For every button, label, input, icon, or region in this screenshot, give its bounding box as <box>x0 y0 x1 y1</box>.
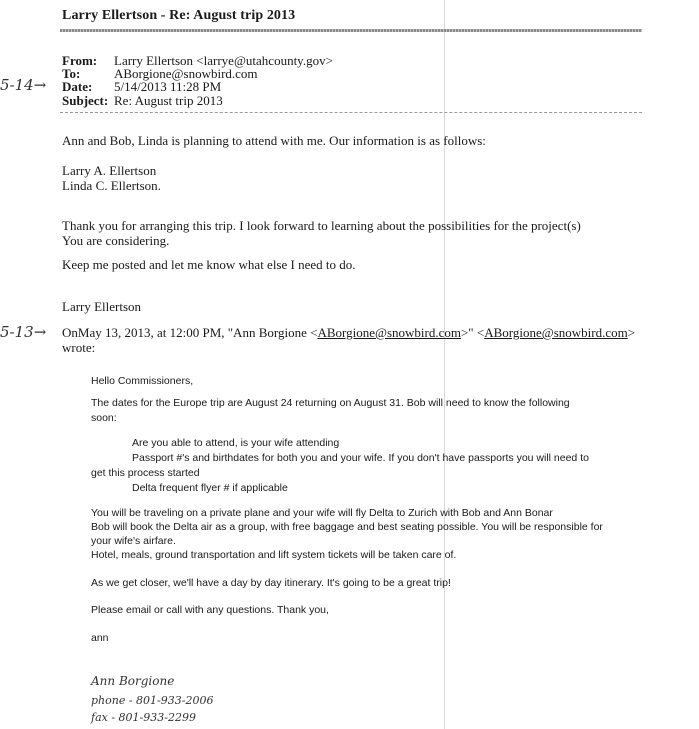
quoted-travel-1: You will be traveling on a private plane and your wife will fly Delta to Zurich with Bob and Ann Bonar <box>91 507 553 519</box>
quoted-dates-1: The dates for the Europe trip are August 24 returning on August 31. Bob will need to know the following <box>91 397 570 409</box>
subject-value: Re: August trip 2013 <box>114 93 223 108</box>
body-thanks-2: You are considering. <box>62 233 170 248</box>
quoted-closer: As we get closer, we'll have a day by day itinerary. It's going to be a great trip! <box>91 577 451 589</box>
quoted-hello: Hello Commissioners, <box>91 375 194 387</box>
body-greeting: Ann and Bob, Linda is planning to attend with me. Our information is as follows: <box>62 133 486 148</box>
from-value: Larry Ellertson <larrye@utahcounty.gov> <box>114 53 333 68</box>
quote-email-link-2[interactable]: ABorgione@snowbird.com <box>484 325 628 340</box>
quote-intro-a: OnMay 13, 2013, at 12:00 PM, "Ann Borgione < <box>62 325 318 340</box>
quoted-item-2b: get this process started <box>91 467 200 479</box>
quoted-questions: Please email or call with any questions. Thank you, <box>91 604 329 616</box>
quote-intro-b: >" < <box>460 325 485 340</box>
quoted-item-1: Are you able to attend, is your wife attending <box>132 437 340 449</box>
quoted-sign-off: ann <box>91 632 109 644</box>
body-name-2: Linda C. Ellertson. <box>62 178 161 193</box>
quoted-item-3: Delta frequent flyer # if applicable <box>132 482 288 494</box>
body-name-1: Larry A. Ellertson <box>62 163 157 178</box>
date-value: 5/14/2013 11:28 PM <box>114 79 222 94</box>
margin-note-1: 5-14→ <box>0 76 47 94</box>
quote-wrote: wrote: <box>62 340 96 355</box>
quote-intro <box>62 325 635 341</box>
page-fold-line <box>444 0 445 729</box>
body-signature: Larry Ellertson <box>62 299 142 314</box>
quoted-sig-fax: fax - 801-933-2299 <box>91 711 196 724</box>
quoted-travel-2: Bob will book the Delta air as a group, with free baggage and best seating possible. You will be responsible for <box>91 521 603 533</box>
quoted-dates-2: soon: <box>91 412 117 424</box>
body-thanks-1: Thank you for arranging this trip. I look forward to learning about the possibilities for the project(s) <box>62 218 581 233</box>
quoted-travel-3: your wife's airfare. <box>91 535 176 547</box>
quoted-sig-name: Ann Borgione <box>91 674 175 688</box>
quote-intro-c: > <box>627 325 636 340</box>
date-label: Date: <box>62 79 93 94</box>
margin-note-2: 5-13→ <box>0 323 47 341</box>
body-posted: Keep me posted and let me know what else I need to do. <box>62 257 356 272</box>
email-title: Larry Ellertson - Re: August trip 2013 <box>62 8 296 23</box>
to-value: ABorgione@snowbird.com <box>114 66 258 81</box>
quoted-item-2a: Passport #'s and birthdates for both you and your wife. If you don't have passports you will need to <box>132 452 589 464</box>
title-rule <box>60 29 642 32</box>
quoted-sig-phone: phone - 801-933-2006 <box>91 694 214 707</box>
header-rule <box>60 112 642 114</box>
quoted-travel-4: Hotel, meals, ground transportation and lift system tickets will be taken care of. <box>91 549 457 561</box>
quote-email-link-1[interactable]: ABorgione@snowbird.com <box>317 325 461 340</box>
from-label: From: <box>62 53 98 68</box>
subject-label: Subject: <box>62 93 109 108</box>
to-label: To: <box>62 66 81 81</box>
